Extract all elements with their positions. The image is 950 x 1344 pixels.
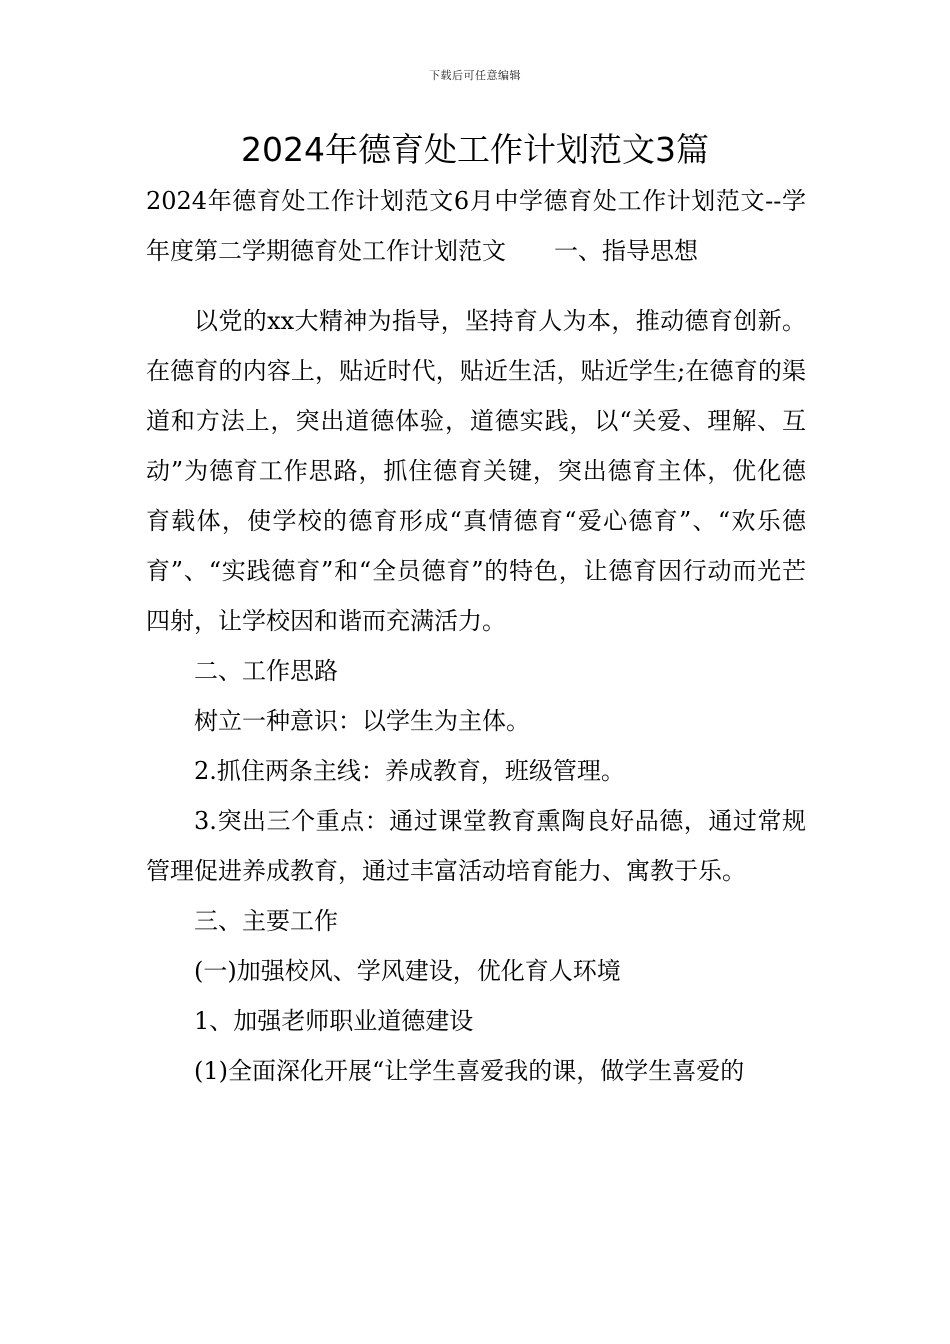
section-heading-main-work: 三、主要工作 bbox=[194, 907, 338, 935]
paragraph-item-1: (1)全面深化开展“让学生喜爱我的课，做学生喜爱的 bbox=[194, 1057, 745, 1085]
subsection-heading-school-spirit: (一)加强校风、学风建设，优化育人环境 bbox=[194, 957, 621, 985]
paragraph-guiding-thought: 以党的xx大精神为指导，坚持育人为本，推动德育创新。在德育的内容上，贴近时代，贴近生活，贴近学生;在德育的渠道和方法上，突出道德体验，道德实践，以“关爱、理解、互动”为德育工作思路，抓住德育关键，突出德育主体，优化德育载体，使学校的德育形成“真情德育“爱心德育”、“欢乐德育”、“实践德育”和“全员德育”的特色，让德育因行动而光芒四射，让学校因和谐而充满活力。 bbox=[146, 307, 806, 635]
item-heading-teacher-ethics: 1、加强老师职业道德建设 bbox=[194, 1007, 474, 1035]
document-title: 2024年德育处工作计划范文3篇 bbox=[241, 130, 709, 169]
paragraph-one-awareness: 树立一种意识：以学生为主体。 bbox=[194, 707, 530, 735]
header-note: 下载后可任意编辑 bbox=[429, 69, 521, 82]
paragraph-three-focus: 3.突出三个重点：通过课堂教育熏陶良好品德，通过常规管理促进养成教育，通过丰富活动培育能力、寓教于乐。 bbox=[146, 807, 806, 885]
document-body bbox=[146, 176, 806, 1096]
paragraph-intro: 2024年德育处工作计划范文6月中学德育处工作计划范文--学年度第二学期德育处工作计划范文 一、指导思想 bbox=[146, 187, 806, 265]
section-heading-work-ideas: 二、工作思路 bbox=[194, 657, 338, 685]
paragraph-two-mainlines: 2.抓住两条主线：养成教育，班级管理。 bbox=[194, 757, 625, 785]
